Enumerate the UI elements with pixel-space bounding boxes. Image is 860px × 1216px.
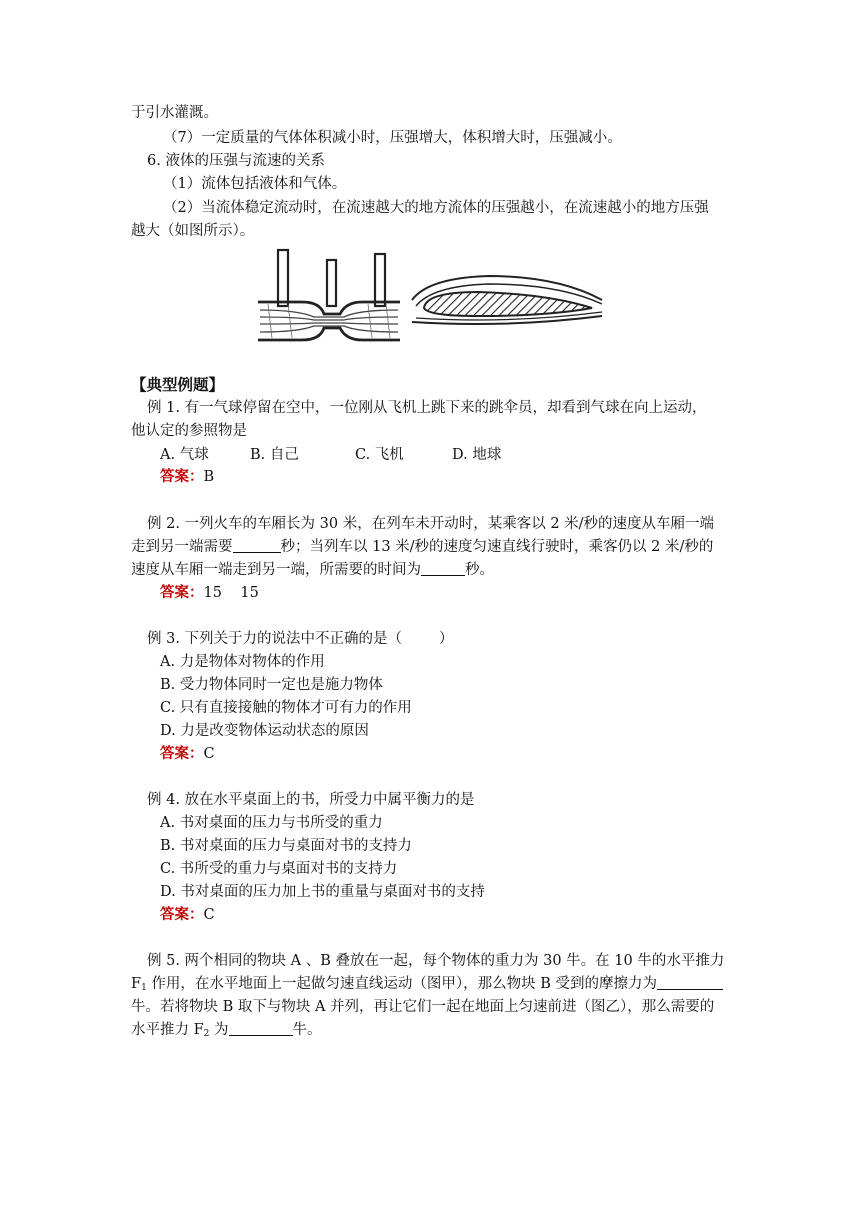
option-c: C. 书所受的重力与桌面对书的支持力	[160, 861, 398, 877]
subscript: 2	[203, 1029, 210, 1039]
text-line: （2）当流体稳定流动时，在流速越大的地方流体的压强越小，在流速越小的地方压强	[163, 200, 709, 216]
question-text: 例 4. 放在水平桌面上的书，所受力中属平衡力的是	[147, 792, 475, 808]
question-segment: 作用，在水平地面上一起做匀速直线运动（图甲），那么物块 B 受到的摩擦力为	[146, 976, 658, 992]
question-segment: 速度从车厢一端走到另一端，所需要的时间为	[131, 562, 421, 578]
option-d: D. 地球	[452, 447, 502, 463]
option-d: D. 书对桌面的压力加上书的重量与桌面对书的支持	[160, 884, 485, 900]
answer-blank[interactable]	[421, 561, 465, 576]
text-line: 6. 液体的压强与流速的关系	[147, 153, 325, 169]
option-a: A. 力是物体对物体的作用	[160, 654, 325, 670]
question-segment: 秒。	[465, 562, 494, 578]
answer-value: B	[203, 469, 215, 485]
answer	[160, 583, 259, 603]
answer-blank[interactable]	[657, 975, 723, 990]
venturi-tube-figure	[258, 244, 400, 344]
question-segment: 水平推力 F	[131, 1022, 204, 1038]
question-text	[131, 974, 723, 998]
airfoil-figure	[408, 270, 604, 334]
answer	[160, 467, 214, 487]
question-text: 他认定的参照物是	[131, 423, 247, 439]
subscript: 1	[141, 983, 147, 993]
option-a: A. 气球	[160, 447, 209, 463]
text-line: （7）一定质量的气体体积减小时，压强增大，体积增大时，压强减小。	[163, 130, 622, 146]
question-text	[131, 537, 713, 557]
answer-value: C	[203, 907, 215, 923]
question-text: 例 2. 一列火车的车厢长为 30 米，在列车未开动时，某乘客以 2 米/秒的速度从车厢一端	[147, 516, 715, 532]
question-text	[131, 1020, 322, 1044]
answer	[160, 744, 215, 764]
question-segment: 为	[209, 1022, 229, 1038]
question-text: 例 3. 下列关于力的说法中不正确的是（ ）	[147, 631, 454, 647]
section-title: 【典型例题】	[131, 375, 225, 394]
text-line: 于引水灌溉。	[131, 105, 218, 121]
text-line: （1）流体包括液体和气体。	[163, 176, 347, 192]
answer-blank[interactable]	[233, 538, 281, 553]
question-segment: 牛。	[292, 1022, 322, 1038]
answer-label: 答案：	[160, 906, 204, 923]
answer-label: 答案：	[160, 584, 204, 601]
question-segment: 走到另一端需要	[131, 539, 233, 555]
option-d: D. 力是改变物体运动状态的原因	[160, 723, 369, 739]
answer-value: C	[203, 746, 215, 762]
question-text	[131, 560, 494, 580]
option-b: B. 书对桌面的压力与桌面对书的支持力	[160, 838, 412, 854]
answer-value: 15 15	[203, 585, 259, 601]
option-b: B. 受力物体同时一定也是施力物体	[160, 677, 383, 693]
option-b: B. 自己	[250, 447, 299, 463]
question-text: 例 1. 有一气球停留在空中，一位刚从飞机上跳下来的跳伞员，却看到气球在向上运动，	[147, 400, 707, 416]
question-text: 牛。若将物块 B 取下与物块 A 并列，再让它们一起在地面上匀速前进（图乙），那么需要的	[131, 999, 715, 1015]
question-segment: 秒；当列车以 13 米/秒的速度匀速直线行驶时，乘客仍以 2 米/秒的	[280, 539, 714, 555]
option-c: C. 只有直接接触的物体才可有力的作用	[160, 700, 412, 716]
answer-label: 答案：	[160, 468, 204, 485]
answer-blank[interactable]	[229, 1021, 293, 1036]
question-segment: F	[131, 976, 142, 992]
option-a: A. 书对桌面的压力与书所受的重力	[160, 815, 383, 831]
option-c: C. 飞机	[355, 447, 404, 463]
text-line: 越大（如图所示）。	[131, 223, 255, 239]
question-text: 例 5. 两个相同的物块 A 、B 叠放在一起，每个物体的重力为 30 牛。在 10 牛的水平推力	[147, 953, 725, 969]
answer-label: 答案：	[160, 745, 204, 762]
answer	[160, 905, 215, 925]
